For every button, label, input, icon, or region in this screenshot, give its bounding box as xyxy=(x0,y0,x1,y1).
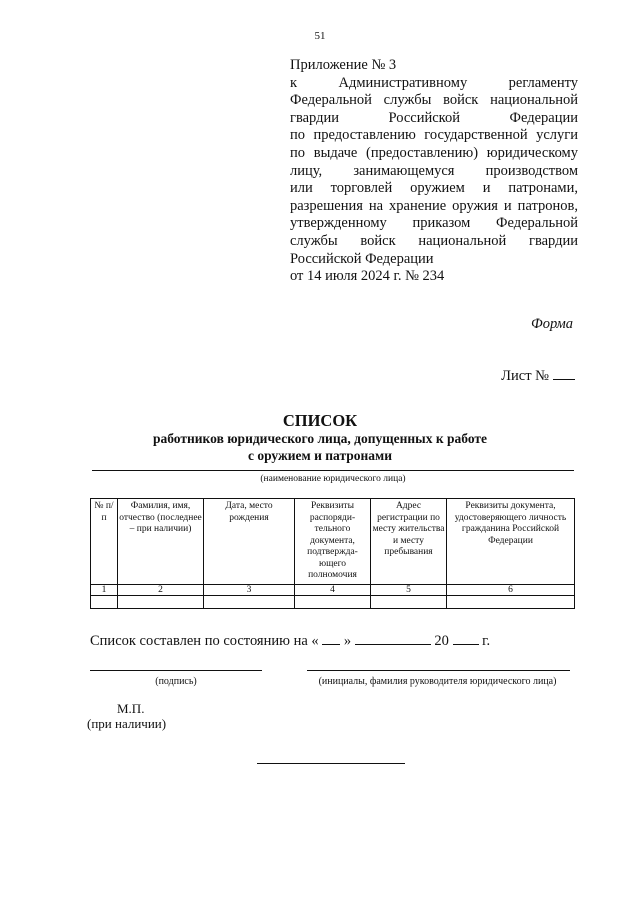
appendix-line: или торговлей оружием и патронами, xyxy=(290,180,578,197)
appendix-line: от 14 июля 2024 г. № 234 xyxy=(290,268,445,285)
column-number: 5 xyxy=(371,584,447,595)
column-number: 4 xyxy=(295,584,371,595)
column-number: 6 xyxy=(447,584,575,595)
document-title: СПИСОК xyxy=(282,411,358,430)
table-cell xyxy=(447,595,575,608)
employee-table xyxy=(90,498,575,609)
column-number: 3 xyxy=(204,584,295,595)
appendix-line: по предоставлению государственной услуги xyxy=(290,127,578,144)
appendix-line: Федеральной службы войск национальной xyxy=(290,92,578,109)
appendix-line: к Административному регламенту xyxy=(290,74,578,91)
table-header-cell: Реквизиты документа, удостоверяющего личность гражданина Российской Федерации xyxy=(447,499,575,585)
table-cell xyxy=(118,595,204,608)
day-blank xyxy=(322,631,340,645)
column-number: 1 xyxy=(91,584,118,595)
month-blank xyxy=(355,631,431,645)
table-header-row xyxy=(91,499,575,585)
sheet-label: Лист № xyxy=(501,368,549,384)
table-header-cell: Адрес регистрации по месту жительства и месту пребывания xyxy=(371,499,447,585)
subtitle-line: работников юридического лица, допущенных к работе xyxy=(152,431,488,446)
column-number: 2 xyxy=(118,584,204,595)
table-number-row xyxy=(91,584,575,595)
appendix-header xyxy=(290,57,578,286)
appendix-line: лицу, занимающемуся производством xyxy=(290,162,578,179)
signature-line xyxy=(90,670,262,671)
compiled-date-mid: » xyxy=(343,633,352,649)
document-subtitle xyxy=(0,430,640,464)
compiled-date-prefix: Список составлен по состоянию на « xyxy=(90,633,319,649)
head-name-caption: (инициалы, фамилия руководителя юридического лица) xyxy=(318,676,557,687)
year-prefix: 20 xyxy=(434,633,449,649)
form-label: Форма xyxy=(531,316,573,332)
signature-caption: (подпись) xyxy=(155,676,197,687)
head-name-line xyxy=(307,670,570,671)
subtitle-line: с оружием и патронами xyxy=(247,448,393,463)
table-header-cell: Фамилия, имя, отчество (последнее – при наличии) xyxy=(118,499,204,585)
table-header-cell: Дата, место рождения xyxy=(204,499,295,585)
org-name-caption: (наименование юридического лица) xyxy=(260,474,406,484)
appendix-line: разрешения на хранение оружия и патронов, xyxy=(290,197,578,214)
table-cell xyxy=(91,595,118,608)
org-name-line xyxy=(92,470,574,471)
table-cell xyxy=(371,595,447,608)
appendix-line: Приложение № 3 xyxy=(290,57,397,73)
appendix-line: гвардии Российской Федерации xyxy=(290,109,578,126)
table-header-cell: № п/п xyxy=(91,499,118,585)
compiled-date-line xyxy=(90,631,490,650)
sheet-number-blank xyxy=(553,367,575,380)
stamp-note: (при наличии) xyxy=(87,716,167,731)
table-cell xyxy=(204,595,295,608)
appendix-line: службы войск национальной гвардии xyxy=(290,232,578,249)
table-header-cell: Реквизиты распоряди-тельного документа, подтвержда-ющего полномочия xyxy=(295,499,371,585)
appendix-line: утвержденному приказом Федеральной xyxy=(290,215,578,232)
year-blank xyxy=(453,631,479,645)
sheet-number xyxy=(501,367,575,385)
compiled-date-suffix: г. xyxy=(482,633,491,649)
end-line xyxy=(257,763,405,764)
table-cell xyxy=(295,595,371,608)
stamp-label: М.П. xyxy=(117,701,145,716)
page-number: 51 xyxy=(314,30,326,42)
appendix-line: по выдаче (предоставлению) юридическому xyxy=(290,144,578,161)
appendix-line: Российской Федерации xyxy=(290,250,434,267)
table-row xyxy=(91,595,575,608)
